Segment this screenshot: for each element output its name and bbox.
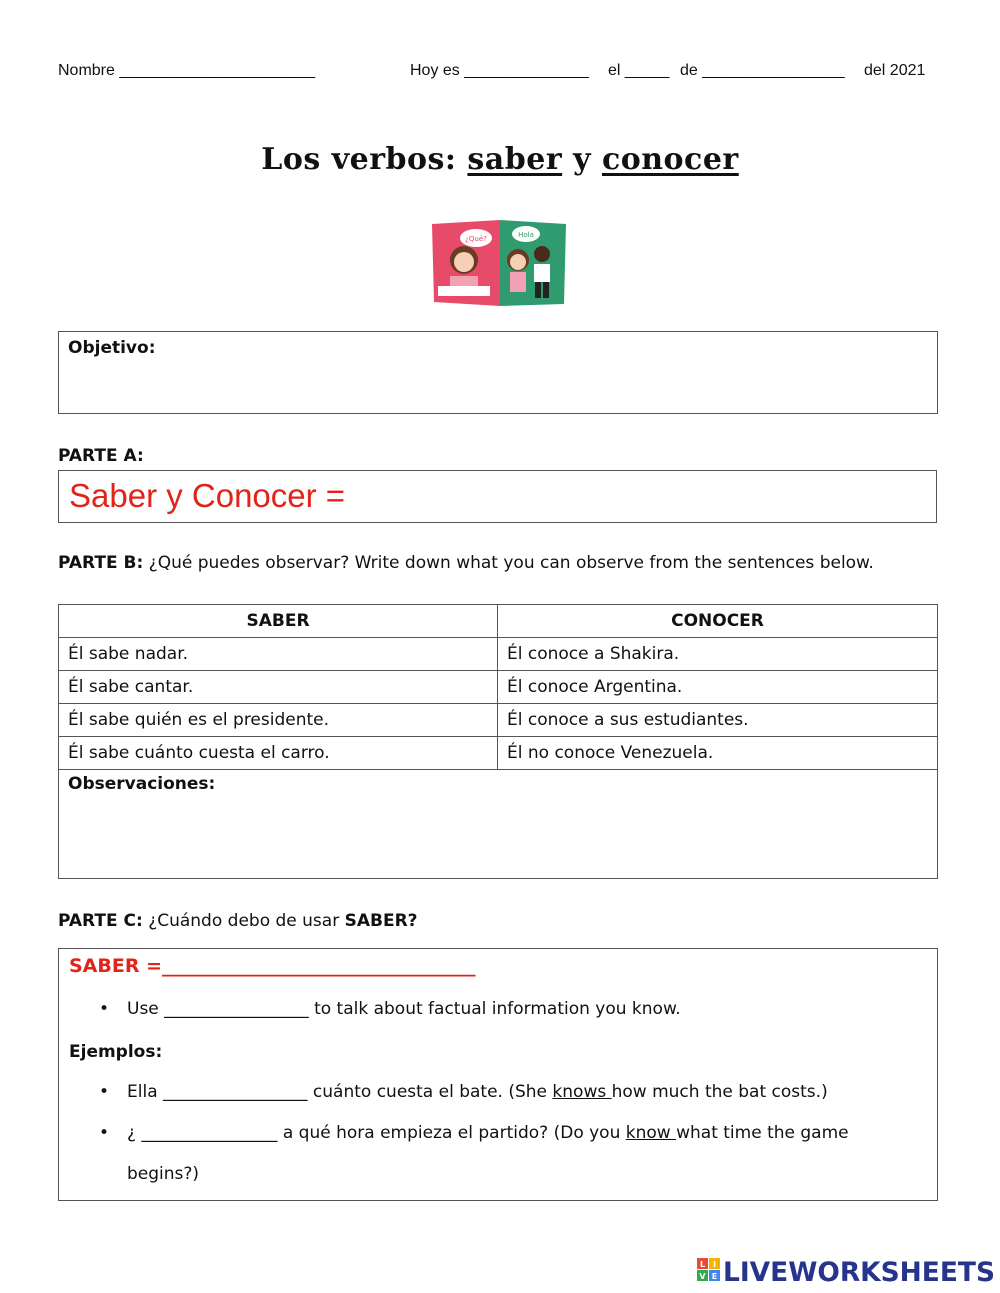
bubble-left-text: ¿Qué? (465, 235, 487, 243)
table-cell: Él conoce Argentina. (498, 671, 938, 704)
parte-b-label: PARTE B: (58, 553, 144, 573)
table-row (59, 671, 938, 704)
logo-badge-i: I (713, 1260, 716, 1269)
table-row (59, 704, 938, 737)
bullet-icon: • (99, 1082, 110, 1102)
column-header-conocer: CONOCER (498, 605, 938, 638)
name-field[interactable]: Nombre ______________________ (58, 62, 316, 79)
observaciones-row[interactable] (59, 770, 938, 879)
example-1-start: Ella _________________ cuánto cuesta el bate. (She (127, 1082, 553, 1102)
table-cell: Él conoce a Shakira. (498, 638, 938, 671)
example-2-continuation: begins?) (127, 1164, 200, 1184)
parte-c-box (58, 948, 938, 1201)
date-year: del 2021 (864, 62, 926, 79)
table-cell: Él sabe cantar. (59, 671, 498, 704)
logo-badge-l: L (699, 1260, 706, 1269)
parte-b-instructions (58, 553, 874, 573)
example-2-text[interactable] (127, 1123, 849, 1143)
objetivo-box[interactable] (58, 331, 938, 414)
illustration-image (430, 218, 568, 308)
example-1-text[interactable] (127, 1082, 828, 1102)
bubble-right-text: Hola (518, 231, 534, 239)
example-2-underlined: know (625, 1123, 677, 1143)
date-day-field[interactable]: el _____ (608, 62, 670, 79)
bullet-icon: • (99, 999, 110, 1019)
parte-b-text: ¿Qué puedes observar? Write down what you can observe from the sentences below. (143, 553, 874, 573)
parte-c-question-bold: SABER? (344, 911, 418, 931)
date-today-field[interactable]: Hoy es ______________ (410, 62, 589, 79)
column-header-saber: SABER (59, 605, 498, 638)
parte-c-question-start: ¿Cuándo debo de usar (142, 911, 345, 931)
parte-a-box[interactable] (58, 470, 937, 523)
example-2-start: ¿ ________________ a qué hora empieza el partido? (Do you (127, 1123, 626, 1143)
title-y: y (562, 142, 602, 177)
logo-badge-e: E (711, 1272, 718, 1281)
title-prefix: Los verbos: (261, 142, 468, 177)
parte-c-label: PARTE C: (58, 911, 143, 931)
example-1-underlined: knows (552, 1082, 612, 1102)
ejemplos-label: Ejemplos: (69, 1042, 163, 1062)
bullet-icon: • (99, 1123, 110, 1143)
table-header-row (59, 605, 938, 638)
page-title (0, 142, 1000, 177)
logo-text: LIVEWORKSHEETS (723, 1257, 995, 1288)
title-saber: saber (467, 142, 563, 177)
table-cell: Él sabe quién es el presidente. (59, 704, 498, 737)
table-cell: Él sabe cuánto cuesta el carro. (59, 737, 498, 770)
liveworksheets-logo (697, 1252, 997, 1288)
table-cell: Él no conoce Venezuela. (498, 737, 938, 770)
saber-definition-line[interactable]: SABER =_________________________________ (69, 955, 476, 977)
parte-a-label: PARTE A: (58, 446, 144, 466)
table-row (59, 638, 938, 671)
title-conocer: conocer (601, 142, 739, 177)
parte-c-question (58, 911, 418, 931)
saber-conocer-table (58, 604, 938, 879)
logo-badge-v: V (699, 1272, 706, 1281)
observaciones-cell[interactable] (59, 770, 938, 879)
example-2-end: what time the game (676, 1123, 849, 1143)
example-1-end: how much the bat costs.) (611, 1082, 828, 1102)
table-row (59, 737, 938, 770)
table-cell: Él sabe nadar. (59, 638, 498, 671)
parte-a-box-text: Saber y Conocer = (69, 477, 346, 514)
use-line[interactable]: Use _________________ to talk about factual information you know. (127, 999, 681, 1019)
date-month-field[interactable]: de ________________ (680, 62, 845, 79)
table-cell: Él conoce a sus estudiantes. (498, 704, 938, 737)
observaciones-label: Observaciones: (68, 774, 216, 794)
objetivo-label: Objetivo: (68, 338, 156, 358)
